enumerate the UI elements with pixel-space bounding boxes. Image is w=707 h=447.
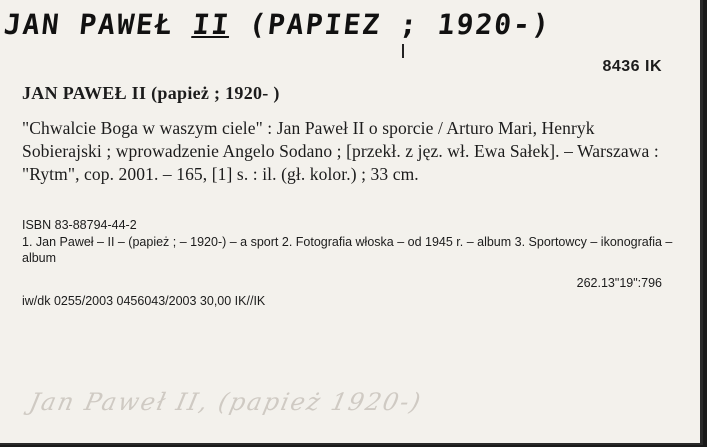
control-line: iw/dk 0255/2003 0456043/2003 30,00 IK//IK: [22, 294, 266, 308]
handwritten-heading-roman: II: [190, 8, 233, 41]
classification-number: 262.13"19":796: [576, 276, 662, 290]
handwritten-heading: [2, 8, 552, 41]
handwritten-heading-qualifier: (PAPIEZ ; 1920-): [247, 8, 553, 41]
subject-headings: 1. Jan Paweł – II – (papież ; – 1920-) – a sport 2. Fotografia włoska – od 1945 r. – album 3. Sportowcy – ikonografia – album: [22, 235, 673, 265]
pen-mark: [402, 44, 404, 58]
isbn: ISBN 83-88794-44-2: [22, 218, 137, 232]
faint-handwritten-note: Jan Paweł II, (papież 1920-): [27, 388, 425, 416]
call-number: 8436 IK: [602, 58, 662, 75]
main-entry-name: JAN PAWEŁ II: [22, 83, 147, 103]
handwritten-heading-name: JAN PAWEŁ: [2, 8, 176, 41]
main-entry-heading: [22, 83, 280, 104]
main-entry-qualifier: (papież ; 1920- ): [151, 83, 280, 103]
bibliographic-description: "Chwalcie Boga w waszym ciele" : Jan Paweł II o sporcie / Arturo Mari, Henryk Sobierajski ; wprowadzenie Angelo Sodano ; [przekł. z jęz. wł. Ewa Sałek]. – Warszawa : "Rytm", cop. 2001. – 165, [1] s. : il. (gł. kolor.) ; 33 cm.: [22, 118, 659, 184]
